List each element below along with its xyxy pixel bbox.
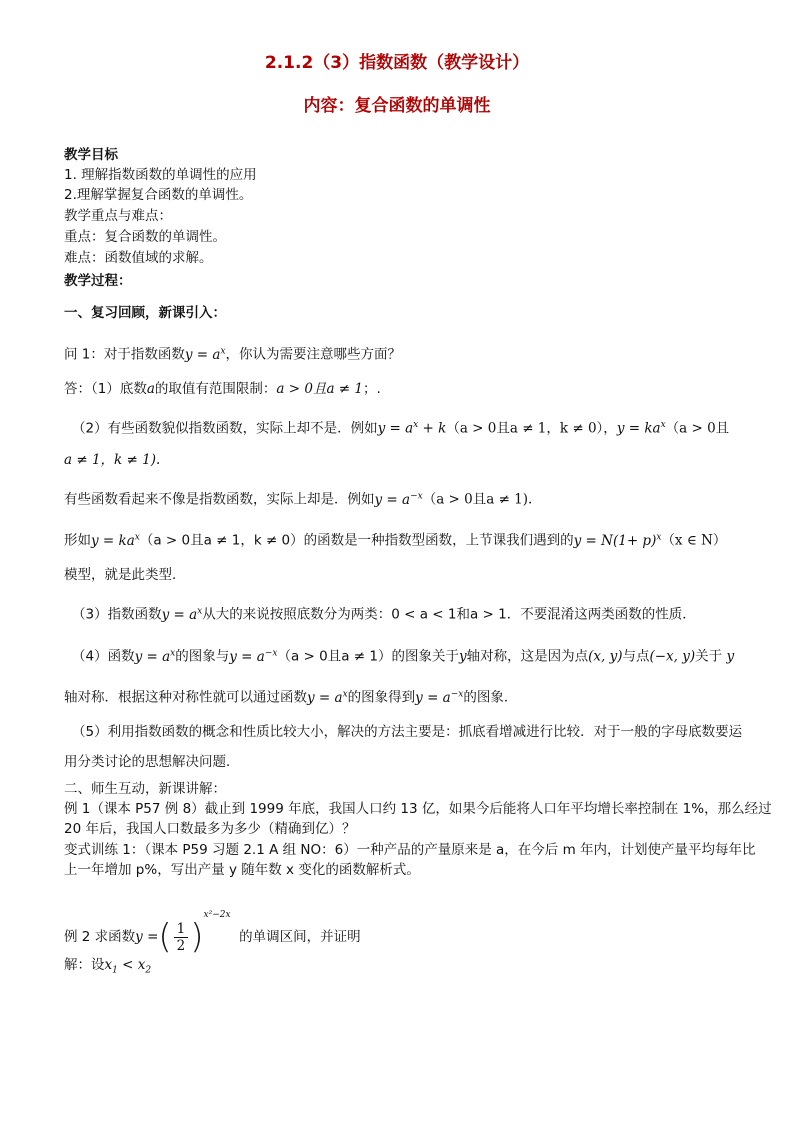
solution-start: 解：设$x_1 < x_2$ bbox=[64, 957, 152, 976]
objective-2: 2.理解掌握复合函数的单调性。 bbox=[64, 187, 253, 203]
point-6-line-1: （4）函数$y = a^x$的图象与$y = a^{-x}(a > 0$且a ≠ 1）的图象关于y轴对称，这是因为点(x, y)与点(−x, y)关于 y bbox=[72, 648, 735, 665]
point-7-line-1: （5）利用指数函数的概念和性质比较大小，解决的方法主要是：抓底看增减进行比较．对于一般的字母底数要运 bbox=[72, 724, 743, 740]
point-2-line-2: a ≠ 1，k ≠ 1). bbox=[64, 452, 161, 468]
point-4-line-2: 模型，就是此类型． bbox=[64, 567, 186, 583]
page-title: 2.1.2（3）指数函数（教学设计） bbox=[264, 53, 530, 73]
focus-heading: 教学重点与难点： bbox=[64, 208, 172, 224]
section1-heading: 一、复习回顾，新课引入： bbox=[64, 305, 226, 321]
example-1-line-2: 20 年后，我国人口数最多为多少（精确到亿）？ bbox=[64, 821, 356, 837]
variant-1-line-2: 上一年增加 p%，写出产量 y 随年数 x 变化的函数解析式。 bbox=[64, 862, 420, 878]
section2-heading: 二、师生互动，新课讲解： bbox=[64, 781, 226, 797]
objectives-heading: 教学目标 bbox=[64, 147, 118, 163]
fraction-one-half: $\frac{1}{2}$ bbox=[174, 921, 189, 954]
difficulty-text: 难点：函数值域的求解。 bbox=[64, 250, 213, 266]
point-3: 有些函数看起来不像是指数函数，实际上却是．例如$y = a^{-x}(a > 0$且a ≠ 1). bbox=[64, 491, 533, 508]
focus-text: 重点：复合函数的单调性。 bbox=[64, 229, 226, 245]
objective-1: 1. 理解指数函数的单调性的应用 bbox=[64, 167, 257, 183]
point-6-line-2: 轴对称．根据这种对称性就可以通过函数$y = a^x$的图象得到$y = a^{-x}$的图象． bbox=[64, 689, 518, 706]
point-4-line-1: 形如$y = ka^x(a > 0$且a ≠ 1，k ≠ 0）的函数是一种指数型函数，上节课我们遇到的$y = N(1+ p)^x(x$ ∈ N） bbox=[64, 532, 727, 549]
point-7-line-2: 用分类讨论的思想解决问题． bbox=[64, 754, 240, 770]
page-subtitle: 内容：复合函数的单调性 bbox=[303, 96, 491, 116]
point-5: （3）指数函数$y = a^x$从大的来说按照底数分为两类：0 < a < 1和a > 1．不要混淆这两类函数的性质． bbox=[72, 606, 696, 623]
process-heading: 教学过程： bbox=[64, 273, 132, 289]
question-1: 问 1：对于指数函数$y = a^x$，你认为需要注意哪些方面？ bbox=[64, 346, 402, 363]
variant-1-line-1: 变式训练 1：（课本 P59 习题 2.1 A 组 NO：6）一种产品的产量原来是 a，在今后 m 年内，计划使产量平均每年比 bbox=[64, 842, 756, 858]
answer-1: 答：（1）底数a的取值有范围限制：a > 0且a ≠ 1；. bbox=[64, 381, 381, 397]
example-1-line-1: 例 1（课本 P57 例 8）截止到 1999 年底，我国人口约 13 亿，如果今后能将人口年平均增长率控制在 1%，那么经过 bbox=[64, 801, 772, 817]
point-2-line-1: （2）有些函数貌似指数函数，实际上却不是．例如$y = a^x + k(a > 0$且a ≠ 1，k ≠ 0），$y = ka^x(a > 0$且 bbox=[72, 420, 730, 437]
example-2: 例 2 求函数y =( $\frac{1}{2}$ )$^{x^2-2x}$ 的单调区间，并证明 bbox=[64, 910, 361, 957]
